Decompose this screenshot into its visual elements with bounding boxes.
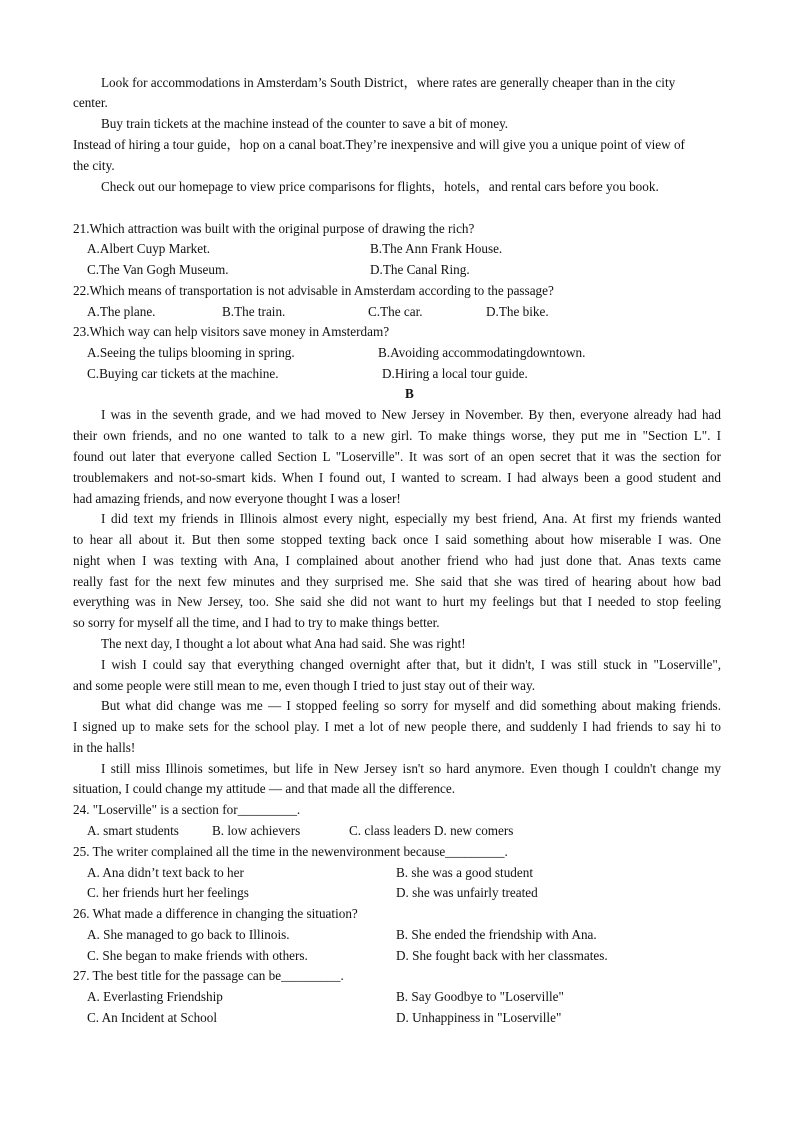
- question-stem: 21.Which attraction was built with the original purpose of drawing the rich?: [73, 221, 475, 236]
- passage-line: so sorry for myself all the time, and I had to try to make things better.: [73, 615, 440, 630]
- passage-line: had amazing friends, and now everyone thought I was a loser!: [73, 491, 401, 506]
- answer-option[interactable]: A. She managed to go back to Illinois.: [87, 927, 290, 942]
- answer-option[interactable]: B. she was a good student: [396, 865, 533, 880]
- passage-line: in the halls!: [73, 740, 136, 755]
- question-stem: 27. The best title for the passage can be_________.: [73, 968, 344, 983]
- answer-option[interactable]: D. Unhappiness in "Loserville": [396, 1010, 562, 1025]
- tip-paragraph-4: Check out our homepage to view price comparisons for flights，hotels，and rental cars before you book.: [101, 179, 659, 194]
- tip-paragraph-1-line-1: Look for accommodations in Amsterdam’s South District，where rates are generally cheaper than in the city: [101, 75, 676, 90]
- answer-option[interactable]: A.The plane.: [87, 304, 156, 319]
- question-stem: 22.Which means of transportation is not advisable in Amsterdam according to the passage?: [73, 283, 554, 298]
- question-stem: 24. "Loserville" is a section for_________.: [73, 802, 301, 817]
- tip-paragraph-3-line-1: Instead of hiring a tour guide，hop on a canal boat.They’re inexpensive and will give you a unique point of view of: [73, 137, 685, 152]
- passage-line: situation, I could change my attitude — and that made all the difference.: [73, 781, 456, 796]
- passage-line: really fast for the next few minutes and they surprised me. She said that she was tired of hearing about how bad: [73, 574, 721, 589]
- answer-option[interactable]: B.The Ann Frank House.: [370, 241, 503, 256]
- answer-option[interactable]: B. Say Goodbye to "Loserville": [396, 989, 564, 1004]
- answer-option[interactable]: D.The bike.: [486, 304, 549, 319]
- answer-option[interactable]: A. Everlasting Friendship: [87, 989, 223, 1004]
- section-b-heading: B: [405, 386, 414, 401]
- passage-line: troublemakers and not-so-smart kids. When I found out, I wanted to scream. I had always been a good student and: [73, 470, 721, 485]
- question-stem: 26. What made a difference in changing the situation?: [73, 906, 358, 921]
- answer-option[interactable]: C. her friends hurt her feelings: [87, 885, 249, 900]
- answer-option[interactable]: A. Ana didn’t text back to her: [87, 865, 244, 880]
- passage-line: and some people were still mean to me, even though I tried to just stay out of their way.: [73, 678, 536, 693]
- answer-option[interactable]: C. She began to make friends with others.: [87, 948, 308, 963]
- answer-option[interactable]: B.Avoiding accommodatingdowntown.: [378, 345, 586, 360]
- answer-option[interactable]: C.The Van Gogh Museum.: [87, 262, 229, 277]
- answer-option[interactable]: C.The car.: [368, 304, 423, 319]
- tip-paragraph-1-line-2: center.: [73, 95, 108, 110]
- passage-line: But what did change was me — I stopped feeling so sorry for myself and did something about making friends.: [101, 698, 721, 713]
- answer-option[interactable]: D. she was unfairly treated: [396, 885, 538, 900]
- answer-option[interactable]: D.Hiring a local tour guide.: [382, 366, 528, 381]
- answer-option[interactable]: D.The Canal Ring.: [370, 262, 470, 277]
- answer-option[interactable]: C. An Incident at School: [87, 1010, 218, 1025]
- passage-line: their own friends, and no one wanted to talk to a new girl. To make things worse, they put me in "Section L". I: [73, 428, 721, 443]
- answer-option[interactable]: A.Seeing the tulips blooming in spring.: [87, 345, 295, 360]
- passage-line: found out later that everyone called Section L "Loserville". It was sort of an open secret that it was the section for: [73, 449, 721, 464]
- passage-line: night when I was texting with Ana, I complained about another friend who had just done that. Anas texts came: [73, 553, 721, 568]
- answer-option[interactable]: A. smart students: [87, 823, 179, 838]
- answer-option[interactable]: C.Buying car tickets at the machine.: [87, 366, 279, 381]
- passage-line: everything was in New Jersey, too. She said she did not want to hurt my feelings but that I needed to stop feeling: [73, 594, 721, 609]
- answer-option[interactable]: B.The train.: [222, 304, 286, 319]
- passage-line: I was in the seventh grade, and we had moved to New Jersey in November. By then, everyone already had had: [101, 407, 721, 422]
- answer-option[interactable]: B. low achievers: [212, 823, 301, 838]
- question-stem: 25. The writer complained all the time in the newenvironment because_________.: [73, 844, 508, 859]
- passage-line: I signed up to make sets for the school play. I met a lot of new people there, and suddenly I had friends to say hi to: [73, 719, 721, 734]
- tip-paragraph-2: Buy train tickets at the machine instead of the counter to save a bit of money.: [101, 116, 509, 131]
- answer-option[interactable]: A.Albert Cuyp Market.: [87, 241, 211, 256]
- answer-option[interactable]: C. class leaders D. new comers: [349, 823, 514, 838]
- answer-option[interactable]: B. She ended the friendship with Ana.: [396, 927, 597, 942]
- question-stem: 23.Which way can help visitors save money in Amsterdam?: [73, 324, 390, 339]
- answer-option[interactable]: D. She fought back with her classmates.: [396, 948, 608, 963]
- passage-line: The next day, I thought a lot about what Ana had said. She was right!: [101, 636, 466, 651]
- passage-line: I wish I could say that everything changed overnight after that, but it didn't, I was still stuck in "Loserville",: [101, 657, 721, 672]
- passage-line: to hear all about it. But then some stopped texting back once I said something about how miserable I was. One: [73, 532, 721, 547]
- passage-line: I still miss Illinois sometimes, but life in New Jersey isn't so hard anymore. Even though I couldn't change my: [101, 761, 721, 776]
- passage-line: I did text my friends in Illinois almost every night, especially my best friend, Ana. At first my friends wanted: [101, 511, 721, 526]
- tip-paragraph-3-line-2: the city.: [73, 158, 115, 173]
